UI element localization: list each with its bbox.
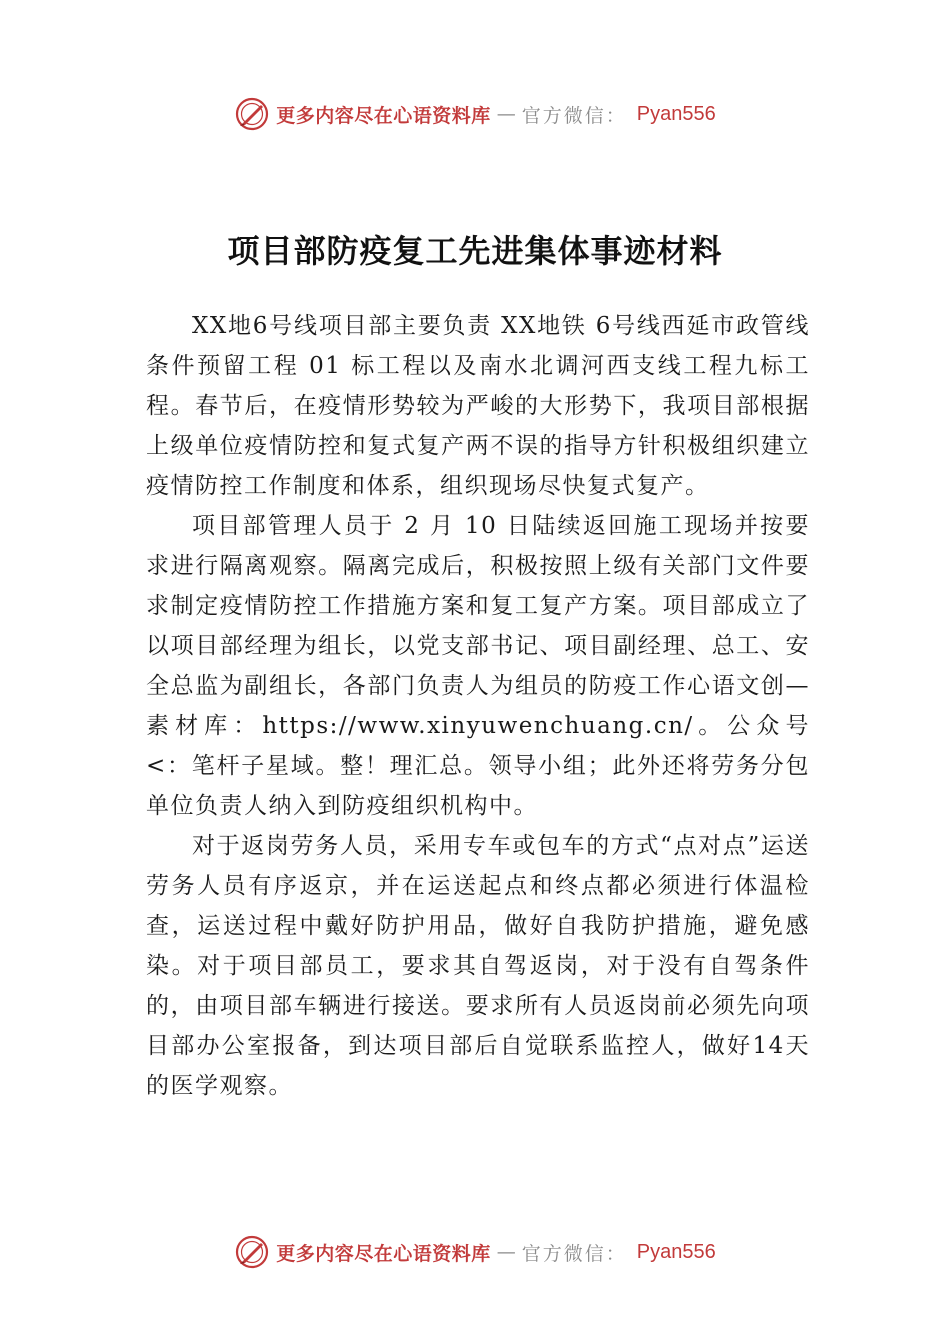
- banner-dash: —: [496, 103, 516, 125]
- banner-dash: —: [496, 1241, 516, 1263]
- pen-logo-icon: [234, 1234, 270, 1270]
- paragraph: 对于返岗劳务人员，采用专车或包车的方式“点对点”运送劳务人员有序返京，并在运送起点和终点都必须进行体温检查，运送过程中戴好防护用品，做好自我防护措施，避免感染。对于项目部员工，要求其自驾返岗，对于没有自驾条件的，由项目部车辆进行接送。要求所有人员返岗前必须先向项目部办公室报备，到达项目部后自觉联系监控人，做好14天的医学观察。: [146, 833, 810, 1099]
- document-title: 项目部防疫复工先进集体事迹材料: [227, 232, 723, 270]
- pen-logo-icon: [234, 96, 270, 132]
- banner-wechat-label: 官方微信：: [521, 1242, 627, 1265]
- banner-wechat-id: Pyan556: [636, 102, 716, 125]
- header-banner: [0, 92, 950, 136]
- paragraph: XX地6号线项目部主要负责 XX地铁 6号线西延市政管线条件预留工程 01 标工程以及南水北调河西支线工程九标工程。春节后，在疫情形势较为严峻的大形势下，我项目部根据上级单位疫情防控和复式复产两不误的指导方针积极组织建立疫情防控工作制度和体系，组织现场尽快复式复产。: [146, 313, 810, 499]
- document-body: [146, 306, 810, 1106]
- banner-wechat-id: Pyan556: [636, 1240, 716, 1263]
- footer-banner: [0, 1230, 950, 1274]
- banner-slogan: 更多内容尽在心语资料库: [276, 104, 491, 127]
- paragraph: 项目部管理人员于 2 月 10 日陆续返回施工现场并按要求进行隔离观察。隔离完成后，积极按照上级有关部门文件要求制定疫情防控工作措施方案和复工复产方案。项目部成立了以项目部经理为组长，以党支部书记、项目副经理、总工、安全总监为副组长，各部门负责人为组员的防疫工作心语文创—素材库：https://www.xinyuwenchuang.cn/。公众号<：笔杆子星域。整！理汇总。领导小组；此外还将劳务分包单位负责人纳入到防疫组织机构中。: [146, 513, 810, 819]
- banner-wechat-label: 官方微信：: [521, 104, 627, 127]
- banner-slogan: 更多内容尽在心语资料库: [276, 1242, 491, 1265]
